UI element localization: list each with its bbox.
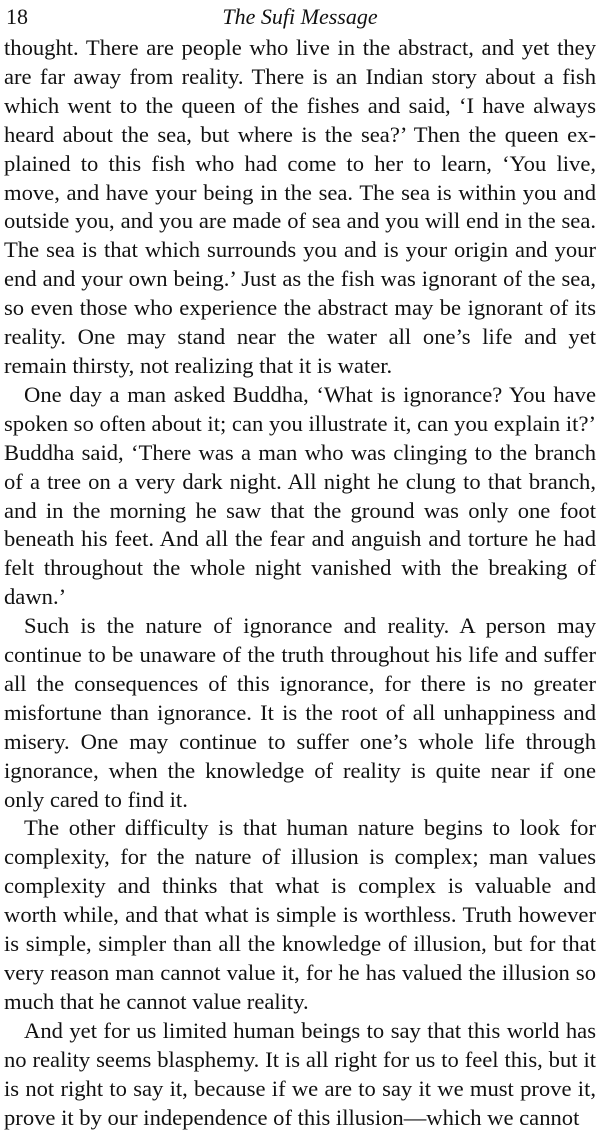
running-title: The Sufi Message — [222, 4, 378, 29]
paragraph: And yet for us limited human beings to say that this world has no reality seems blasphemy. It is all right for us to feel this, but it is not right to say it, because if we are to say it we must prove it, prove it by our independence of this illusion—which we cannot — [4, 1017, 596, 1130]
paragraph: Such is the nature of ignorance and reality. A person may continue to be unaware of the truth throughout his life and suffer all the consequences of this ignorance, for there is no greater misfortune than ignorance. It is the root of all unhappiness and misery. One may continue to suffer one’s whole life through ignorance, when the knowledge of reality is quite near if one only cared to find it. — [4, 613, 596, 812]
body-text — [4, 34, 596, 1132]
page-number: 18 — [6, 4, 28, 29]
page-header — [4, 0, 596, 34]
paragraph: The other difficulty is that human nature begins to look for complexity, for the nature of illusion is complex; man values complexity and thinks that what is complex is valuable and worth while, and that what is simple is worthless. Truth however is simple, simpler than all the knowledge of illusion, but for that very reason man cannot value it, for he has valued the illusion so much that he cannot value reality. — [4, 815, 596, 1014]
paragraph: thought. There are people who live in the abstract, and yet they are far away from reality. There is an Indian story about a fish which went to the queen of the fishes and said, ‘I have always heard about the sea, but where is the sea?’ Then the queen explained to this fish who had come to her to learn, ‘You live, move, and have your being in the sea. The sea is within you and outside you, and you are made of sea and you will end in the sea. The sea is that which surrounds you and is your origin and your end and your own being.’ Just as the fish was ignorant of the sea, so even those who experience the abstract may be ignorant of its reality. One may stand near the water all one’s life and yet remain thirsty, not realizing that it is water. — [4, 35, 596, 378]
paragraph: One day a man asked Buddha, ‘What is ignorance? You have spoken so often about it; can you illustrate it, can you explain it?’ Buddha said, ‘There was a man who was clinging to the branch of a tree on a very dark night. All night he clung to that branch, and in the morning he saw that the ground was only one foot beneath his feet. And all the fear and anguish and torture he had felt throughout the whole night vanished with the breaking of dawn.’ — [4, 381, 596, 610]
